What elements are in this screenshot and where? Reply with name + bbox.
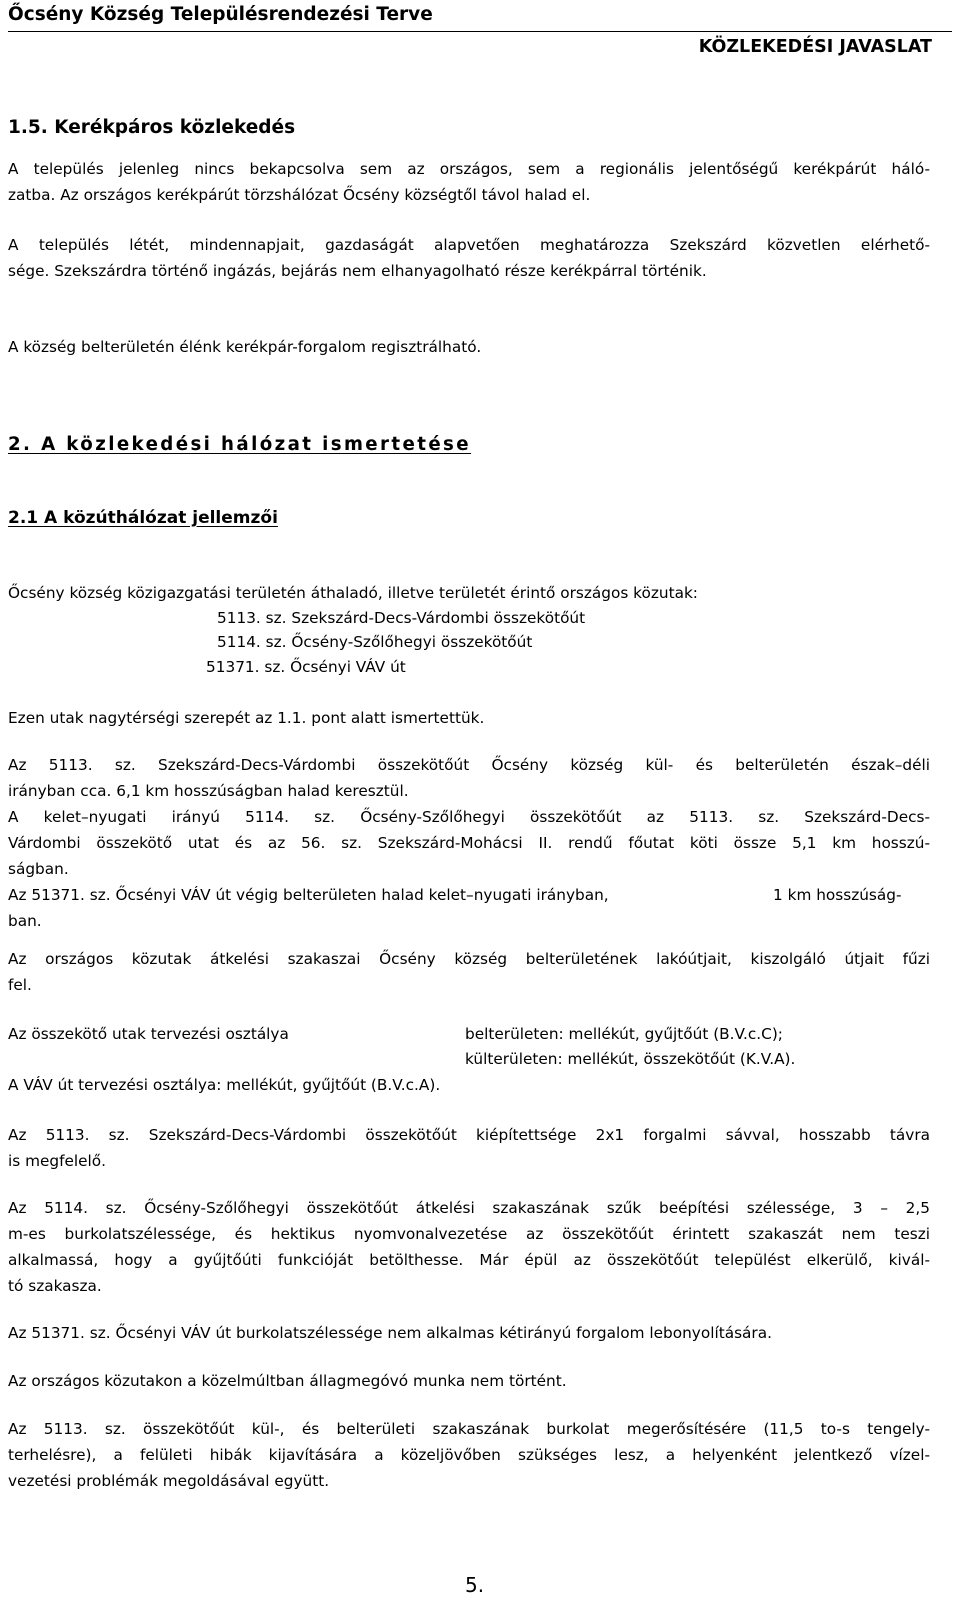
text-line: Várdombi összekötő utat és az 56. sz. Szekszárd-Mohácsi II. rendű főutat köti össze 5,1 km hosszú-	[8, 834, 930, 852]
text-line: Az 5113. sz. Szekszárd-Decs-Várdombi összekötőút Őcsény község kül- és belterületén észak–déli	[8, 756, 930, 774]
section-heading-1-5: 1.5. Kerékpáros közlekedés	[8, 117, 296, 138]
text-line: sége. Szekszárdra történő ingázás, bejárás nem elhanyagolható része kerékpárral történik.	[8, 262, 707, 280]
header-divider	[8, 31, 952, 32]
list-item: 5113. sz. Szekszárd-Decs-Várdombi összekötőút	[217, 609, 586, 627]
text-line: zatba. Az országos kerékpárút törzshálózat Őcsény községtől távol halad el.	[8, 186, 591, 204]
paragraph	[8, 946, 930, 998]
text-line: Az országos közutak átkelési szakaszai Őcsény község belterületének lakóútjait, kiszolgáló útjait fűzi	[8, 950, 930, 968]
design-class-value: belterületen: mellékút, gyűjtőút (B.V.c.C);	[465, 1025, 783, 1043]
list-item: 5114. sz. Őcsény-Szőlőhegyi összekötőút	[217, 633, 533, 651]
text-line: is megfelelő.	[8, 1152, 107, 1170]
paragraph	[8, 156, 930, 208]
paragraph: Az országos közutakon a közelmúltban állagmegóvó munka nem történt.	[8, 1372, 567, 1390]
text-line: ban.	[8, 912, 42, 930]
text-line: Az 5114. sz. Őcsény-Szőlőhegyi összekötőút átkelési szakaszának szűk beépítési szélessége, 3 – 2,5	[8, 1199, 930, 1217]
text-line: irányban cca. 6,1 km hosszúságban halad keresztül.	[8, 782, 409, 800]
text-line: m-es burkolatszélessége, és hektikus nyomvonalvezetése az összekötőút érintett szakaszát nem teszi	[8, 1225, 930, 1243]
text-line: alkalmassá, hogy a gyűjtőúti funkcióját betölthesse. Már épül az összekötőút települést elkerülő, kivál-	[8, 1251, 930, 1269]
chapter-title: KÖZLEKEDÉSI JAVASLAT	[698, 37, 932, 57]
paragraph: A község belterületén élénk kerékpár-forgalom regisztrálható.	[8, 338, 482, 356]
section-heading-2: 2. A közlekedési hálózat ismertetése	[8, 434, 472, 455]
design-class-value: külterületen: mellékút, összekötőút (K.V.A).	[465, 1050, 796, 1068]
design-class-label: Az összekötő utak tervezési osztálya	[8, 1025, 289, 1043]
section-heading-2-1: 2.1 A közúthálózat jellemzői	[8, 508, 278, 528]
paragraph	[8, 752, 930, 934]
list-item: 51371. sz. Őcsényi VÁV út	[206, 658, 406, 676]
paragraph	[8, 1122, 930, 1174]
paragraph	[8, 232, 930, 284]
text-line: Az 5113. sz. összekötőút kül-, és belterületi szakaszának burkolat megerősítésére (11,5 to-s tengely-	[8, 1420, 930, 1438]
text-line: A település létét, mindennapjait, gazdaságát alapvetően meghatározza Szekszárd közvetlen elérhető-	[8, 236, 930, 254]
text-fragment: Az 51371. sz. Őcsényi VÁV út végig belterületen halad kelet–nyugati irányban,	[8, 886, 609, 904]
paragraph: Az 51371. sz. Őcsényi VÁV út burkolatszélessége nem alkalmas kétirányú forgalom lebonyolítására.	[8, 1324, 772, 1342]
text-line: fel.	[8, 976, 32, 994]
text-line: terhelésre), a felületi hibák kijavítására a közeljövőben szükséges lesz, a helyenként jelentkező vízel-	[8, 1446, 930, 1464]
paragraph: Őcsény község közigazgatási területén áthaladó, illetve területét érintő országos közutak:	[8, 584, 698, 602]
document-title: Őcsény Község Településrendezési Terve	[8, 4, 433, 25]
paragraph	[8, 1195, 930, 1299]
text-line	[8, 882, 930, 908]
text-line: A település jelenleg nincs bekapcsolva sem az országos, sem a regionális jelentőségű kerékpárút háló-	[8, 160, 930, 178]
paragraph	[8, 1416, 930, 1494]
text-line: A kelet–nyugati irányú 5114. sz. Őcsény-Szőlőhegyi összekötőút az 5113. sz. Szekszárd-Decs-	[8, 808, 930, 826]
text-line: vezetési problémák megoldásával együtt.	[8, 1472, 330, 1490]
text-line: tó szakasza.	[8, 1277, 102, 1295]
text-fragment: 1 km hosszúság-	[773, 886, 902, 904]
paragraph: Ezen utak nagytérségi szerepét az 1.1. pont alatt ismertettük.	[8, 709, 485, 727]
text-line: Az 5113. sz. Szekszárd-Decs-Várdombi összekötőút kiépítettsége 2x1 forgalmi sávval, hosszabb távra	[8, 1126, 930, 1144]
page-number: 5.	[465, 1573, 485, 1597]
text-line: ságban.	[8, 860, 69, 878]
paragraph: A VÁV út tervezési osztálya: mellékút, gyűjtőút (B.V.c.A).	[8, 1076, 441, 1094]
